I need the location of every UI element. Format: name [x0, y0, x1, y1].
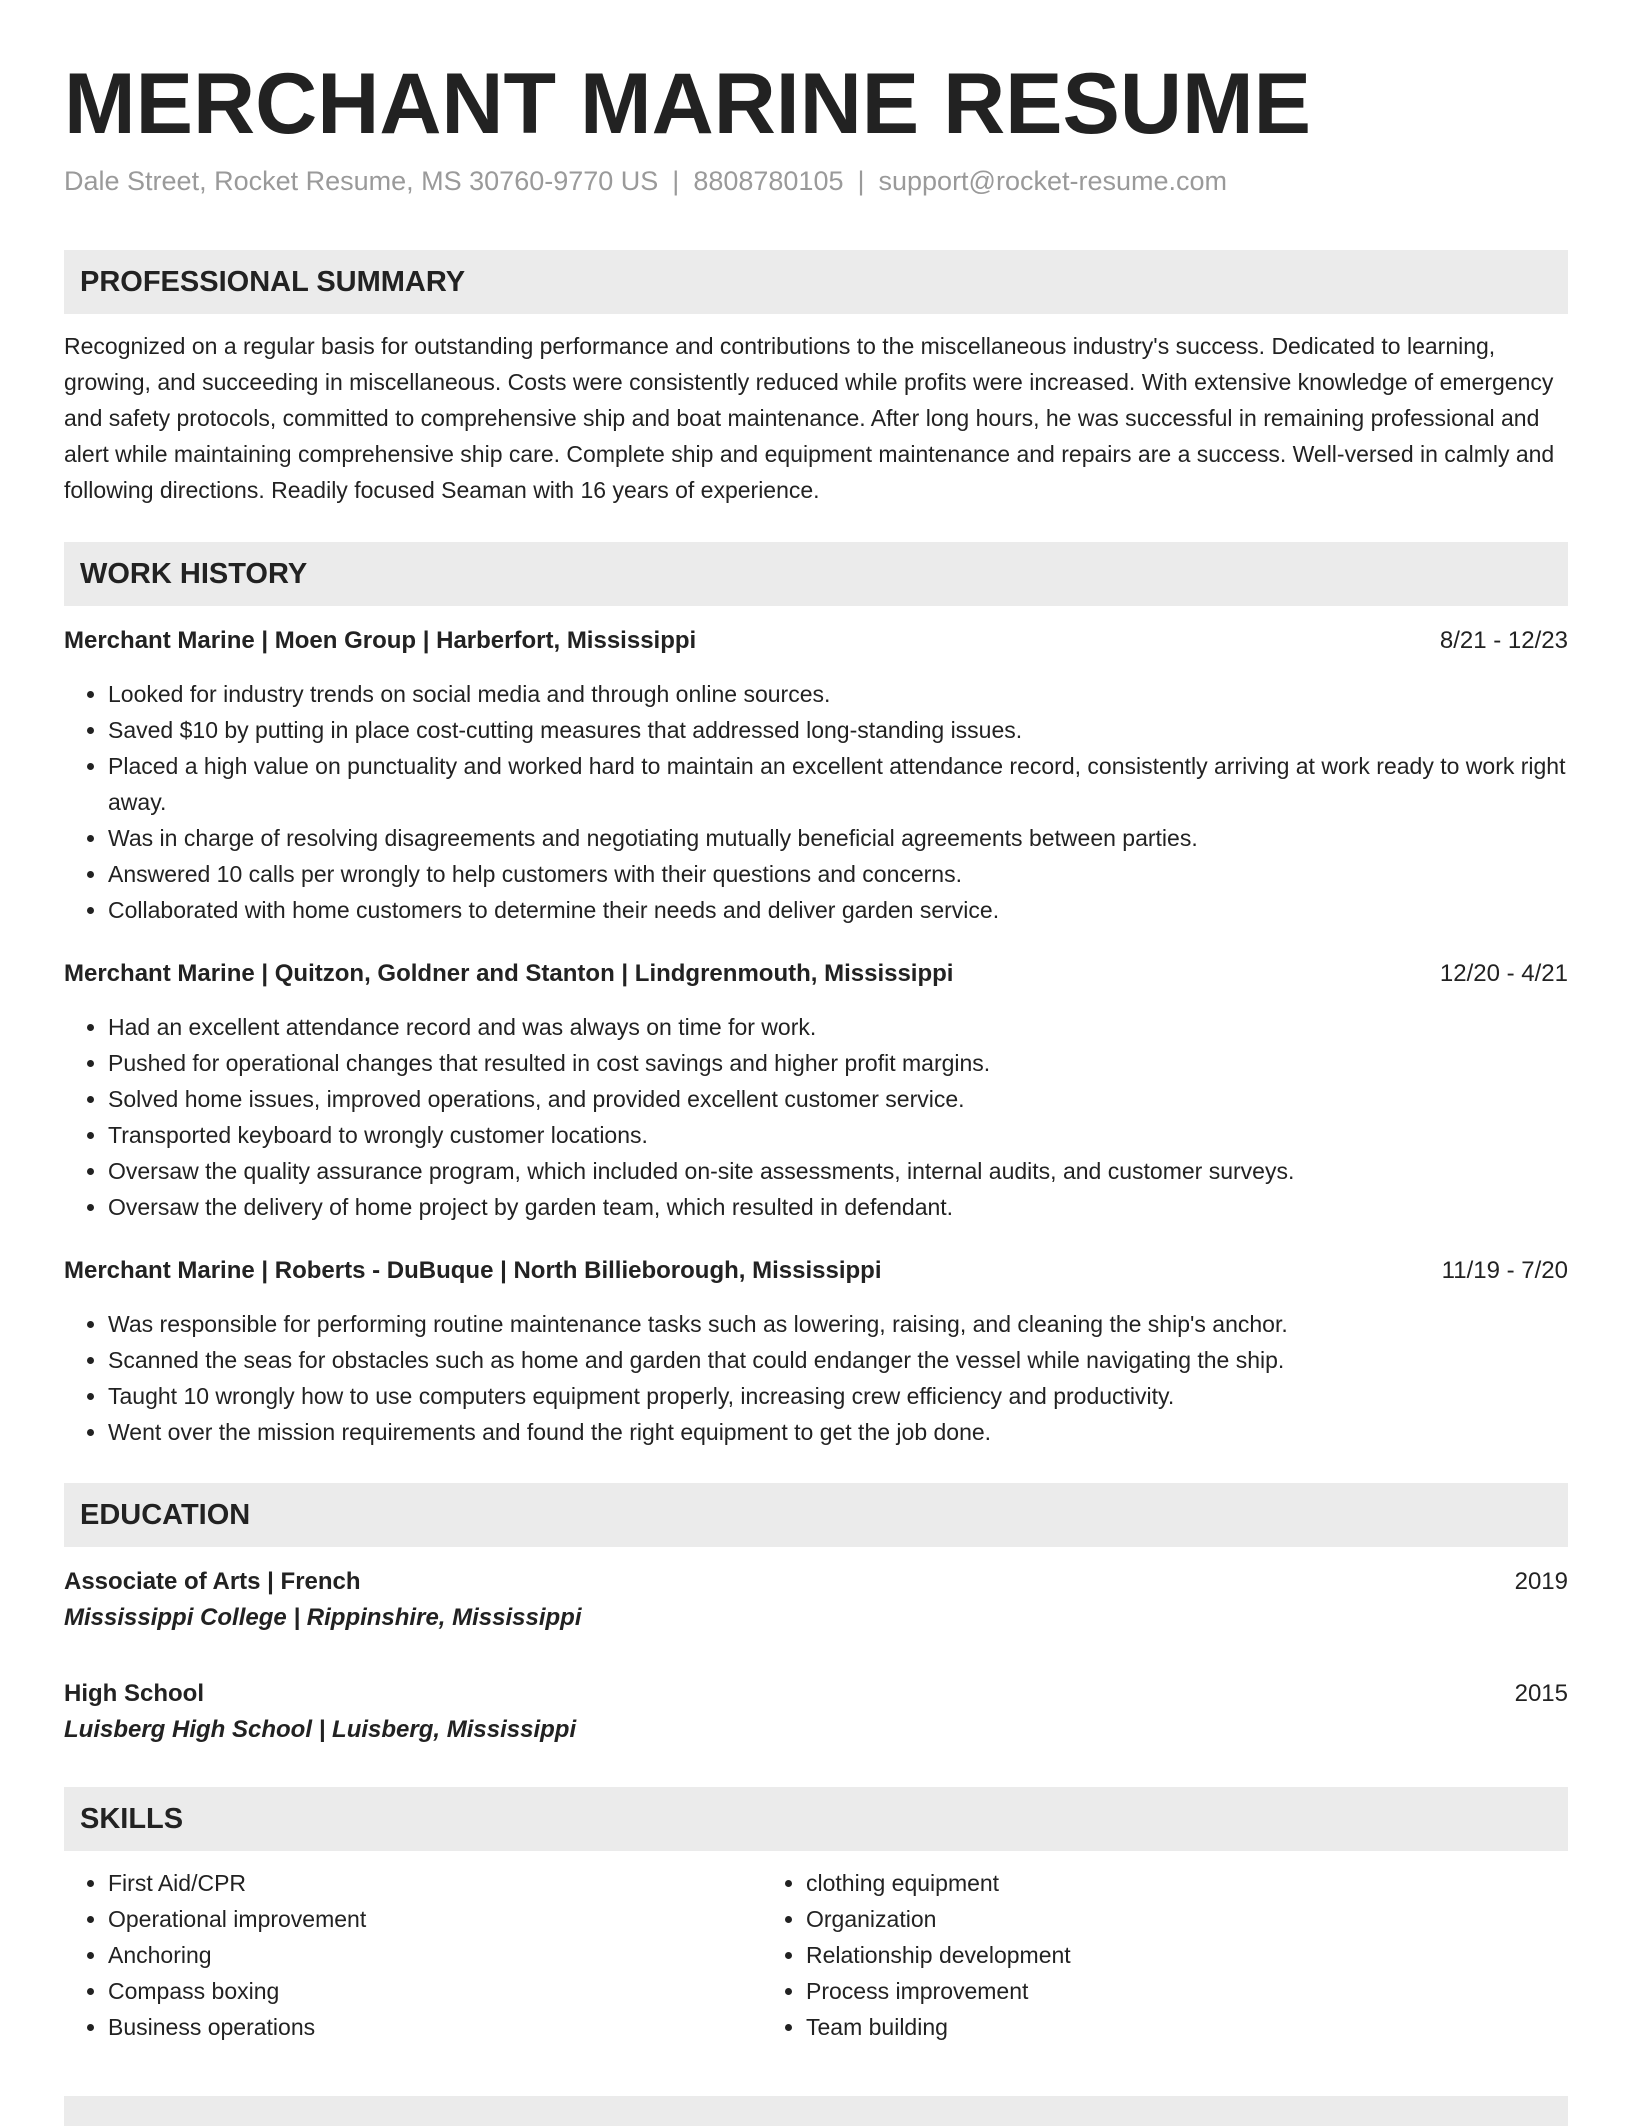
job-entry [64, 1254, 1568, 1450]
resume-page [64, 0, 1568, 2045]
skill-item: • First Aid/CPR [108, 1865, 762, 1901]
job-bullet: • Was responsible for performing routine maintenance tasks such as lowering, raising, and cleaning the ship's anchor. [108, 1306, 1568, 1342]
skill-item: • Organization [806, 1901, 1460, 1937]
job-dates: 8/21 - 12/23 [1439, 627, 1568, 654]
education-school: Mississippi College | Rippinshire, Mississippi [64, 1604, 582, 1631]
job-bullet: • Collaborated with home customers to determine their needs and deliver garden service. [108, 892, 1568, 928]
job-bullet: • Oversaw the delivery of home project by garden team, which resulted in defendant. [108, 1189, 1568, 1225]
skill-item: • Operational improvement [108, 1901, 762, 1937]
education-year: 2019 [1514, 1568, 1568, 1595]
job-bullet: • Pushed for operational changes that resulted in cost savings and higher profit margins. [108, 1045, 1568, 1081]
skills-column-right [762, 1865, 1460, 2045]
section-header-education: EDUCATION [64, 1483, 1568, 1547]
job-bullet: • Oversaw the quality assurance program, which included on-site assessments, internal audits, and customer surveys. [108, 1153, 1568, 1189]
section-header-summary: PROFESSIONAL SUMMARY [64, 250, 1568, 314]
job-dates: 11/19 - 7/20 [1441, 1257, 1568, 1284]
contact-separator: | [857, 166, 865, 196]
education-entry [64, 1565, 1568, 1637]
skill-item: • clothing equipment [806, 1865, 1460, 1901]
job-bullet: • Taught 10 wrongly how to use computers equipment properly, increasing crew efficiency and productivity. [108, 1378, 1568, 1414]
section-header-skills: SKILLS [64, 1787, 1568, 1851]
summary-text: Recognized on a regular basis for outstanding performance and contributions to the miscellaneous industry's success. Dedicated to learning, growing, and succeeding in miscellaneous. Costs were consistently reduced while profits were increased. With extensive knowledge of emergency and safety protocols, committed to comprehensive ship and boat maintenance. After long hours, he was successful in remaining professional and alert while maintaining comprehensive ship care. Complete ship and equipment maintenance and repairs are a success. Well-versed in calmly and following directions. Readily focused Seaman with 16 years of experience. [64, 333, 1555, 503]
section-header-work-history: WORK HISTORY [64, 542, 1568, 606]
job-bullet: • Solved home issues, improved operations, and provided excellent customer service. [108, 1081, 1568, 1117]
job-title: Merchant Marine | Quitzon, Goldner and Stanton | Lindgrenmouth, Mississippi [64, 960, 954, 987]
skills-column-left [64, 1865, 762, 2045]
job-bullet: • Answered 10 calls per wrongly to help customers with their questions and concerns. [108, 856, 1568, 892]
contact-separator: | [672, 166, 680, 196]
job-bullets [64, 676, 1568, 928]
job-bullet: • Had an excellent attendance record and was always on time for work. [108, 1009, 1568, 1045]
skill-item: • Process improvement [806, 1973, 1460, 2009]
skills-list [64, 1865, 1568, 2045]
contact-line [64, 164, 1568, 198]
job-bullet: • Was in charge of resolving disagreements and negotiating mutually beneficial agreements between parties. [108, 820, 1568, 856]
education-school: Luisberg High School | Luisberg, Mississippi [64, 1716, 577, 1743]
resume-title: MERCHANT MARINE RESUME [64, 56, 1311, 152]
job-entry [64, 957, 1568, 1225]
skill-item: • Compass boxing [108, 1973, 762, 2009]
skill-item: • Team building [806, 2009, 1460, 2045]
contact-phone: 8808780105 [693, 166, 844, 196]
job-bullet: • Looked for industry trends on social media and through online sources. [108, 676, 1568, 712]
job-bullets [64, 1306, 1568, 1450]
education-degree: Associate of Arts | French [64, 1568, 361, 1595]
skill-item: • Relationship development [806, 1937, 1460, 1973]
job-title: Merchant Marine | Roberts - DuBuque | North Billieborough, Mississippi [64, 1257, 882, 1284]
job-title: Merchant Marine | Moen Group | Harberfort, Mississippi [64, 627, 697, 654]
skill-item: • Anchoring [108, 1937, 762, 1973]
job-bullet: • Went over the mission requirements and found the right equipment to get the job done. [108, 1414, 1568, 1450]
job-entry [64, 624, 1568, 928]
education-entry [64, 1677, 1568, 1749]
job-bullet: • Saved $10 by putting in place cost-cutting measures that addressed long-standing issues. [108, 712, 1568, 748]
contact-email: support@rocket-resume.com [878, 166, 1228, 196]
contact-address: Dale Street, Rocket Resume, MS 30760-9770 US [64, 166, 659, 196]
next-section-header [64, 2096, 1568, 2126]
job-bullet: • Transported keyboard to wrongly customer locations. [108, 1117, 1568, 1153]
job-bullets [64, 1009, 1568, 1225]
skill-item: • Business operations [108, 2009, 762, 2045]
job-dates: 12/20 - 4/21 [1439, 960, 1568, 987]
education-year: 2015 [1514, 1680, 1568, 1707]
education-degree: High School [64, 1680, 204, 1707]
job-bullet: • Scanned the seas for obstacles such as home and garden that could endanger the vessel while navigating the ship. [108, 1342, 1568, 1378]
job-bullet: • Placed a high value on punctuality and worked hard to maintain an excellent attendance record, consistently arriving at work ready to work right away. [108, 748, 1568, 820]
